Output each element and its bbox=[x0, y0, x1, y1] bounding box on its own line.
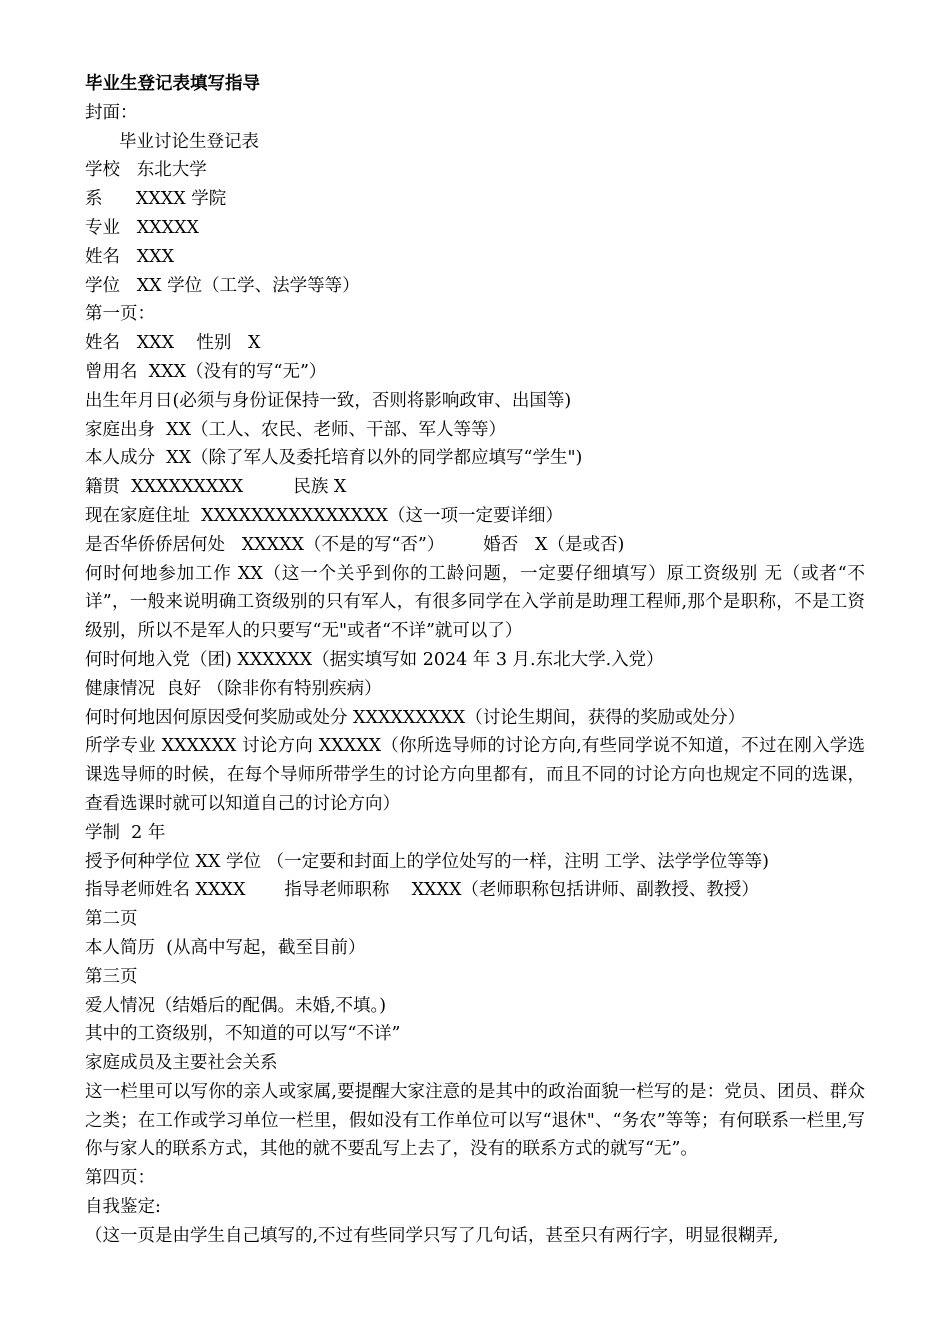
cover-dept: 系 XXXX 学院 bbox=[85, 189, 227, 210]
page1-health: 健康情况 良好 （除非你有特别疾病） bbox=[85, 678, 382, 699]
page1-former-name: 曾用名 XXX（没有的写“无”） bbox=[85, 361, 327, 382]
page1-home-address: 现在家庭住址 XXXXXXXXXXXXXXX（这一项一定要详细） bbox=[85, 505, 564, 526]
cover-title: 毕业讨论生登记表 bbox=[119, 131, 259, 152]
page3-family-note: 这一栏里可以写你的亲人或家属,要提醒大家注意的是其中的政治面貌一栏写的是：党员、团员、群众之类；在工作或学习单位一栏里，假如没有工作单位可以写“退休"、“务农”等等；有何联系一栏里,写你与家人的联系方式，其他的就不要乱写上去了，没有的联系方式的就写“无”。 bbox=[85, 1081, 865, 1160]
document-page bbox=[85, 70, 865, 1251]
page1-family-origin: 家庭出身 XX（工人、农民、老师、干部、军人等等） bbox=[85, 419, 507, 440]
page3-heading: 第三页 bbox=[85, 966, 138, 987]
page1-work-start: 何时何地参加工作 XX（这一个关乎到你的工龄问题，一定要仔细填写）原工资级别 无（或者“不详”，一般来说明确工资级别的只有军人，有很多同学在入学前是助理工程师,那个是职称，不是工资级别，所以不是军人的只要写“无"或者“不详”就可以了） bbox=[85, 563, 865, 642]
document-title: 毕业生登记表填写指导 bbox=[85, 74, 260, 94]
page1-birth: 出生年月日(必须与身份证保持一致，否则将影响政审、出国等) bbox=[85, 390, 572, 411]
cover-heading: 封面： bbox=[85, 102, 138, 123]
page1-major-direction: 所学专业 XXXXXX 讨论方向 XXXXX（你所选导师的讨论方向,有些同学说不知道，不过在刚入学选课选导师的时候，在每个导师所带学生的讨论方向里都有，而且不同的讨论方向也规定不同的选课，查看选课时就可以知道自己的讨论方向） bbox=[85, 736, 865, 814]
page2-heading: 第二页 bbox=[85, 909, 138, 930]
page1-party-join: 何时何地入党（团) XXXXXX（据实填写如 2024 年 3 月.东北大学.入党） bbox=[85, 649, 664, 670]
cover-school: 学校 东北大学 bbox=[85, 160, 207, 181]
page4-heading: 第四页： bbox=[85, 1168, 155, 1189]
page1-schooling: 学制 2 年 bbox=[85, 822, 166, 843]
page1-personal-status: 本人成分 XX（除了军人及委托培育以外的同学都应填写“学生") bbox=[85, 448, 583, 469]
page4-self-eval-note: （这一页是由学生自己填写的,不过有些同学只写了几句话，甚至只有两行字，明显很糊弄, bbox=[85, 1225, 779, 1246]
page1-native-place: 籍贯 XXXXXXXXX 民族 X bbox=[85, 477, 347, 498]
page3-family-members: 家庭成员及主要社会关系 bbox=[85, 1053, 278, 1074]
cover-degree: 学位 XX 学位（工学、法学等等） bbox=[85, 275, 360, 296]
page1-degree-granted: 授予何种学位 XX 学位 （一定要和封面上的学位处写的一样，注明 工学、法学学位等等) bbox=[85, 851, 769, 872]
page1-awards: 何时何地因何原因受何奖励或处分 XXXXXXXXX（讨论生期间，获得的奖励或处分） bbox=[85, 707, 746, 728]
page1-heading: 第一页： bbox=[85, 304, 155, 325]
page1-overseas-marriage: 是否华侨侨居何处 XXXXX（不是的写“否”） 婚否 X（是或否) bbox=[85, 534, 625, 555]
page4-self-eval: 自我鉴定: bbox=[85, 1197, 161, 1218]
page1-name-gender: 姓名 XXX 性别 X bbox=[85, 333, 261, 354]
page2-resume: 本人简历 (从高中写起，截至目前） bbox=[85, 937, 366, 958]
page1-advisor: 指导老师姓名 XXXX 指导老师职称 XXXX（老师职称包括讲师、副教授、教授） bbox=[85, 880, 759, 901]
page3-spouse: 爱人情况（结婚后的配偶。未婚,不填。) bbox=[85, 995, 387, 1016]
cover-major: 专业 XXXXX bbox=[85, 217, 199, 238]
cover-name: 姓名 XXX bbox=[85, 246, 175, 267]
page3-wage-level: 其中的工资级别，不知道的可以写“不详” bbox=[85, 1024, 401, 1045]
